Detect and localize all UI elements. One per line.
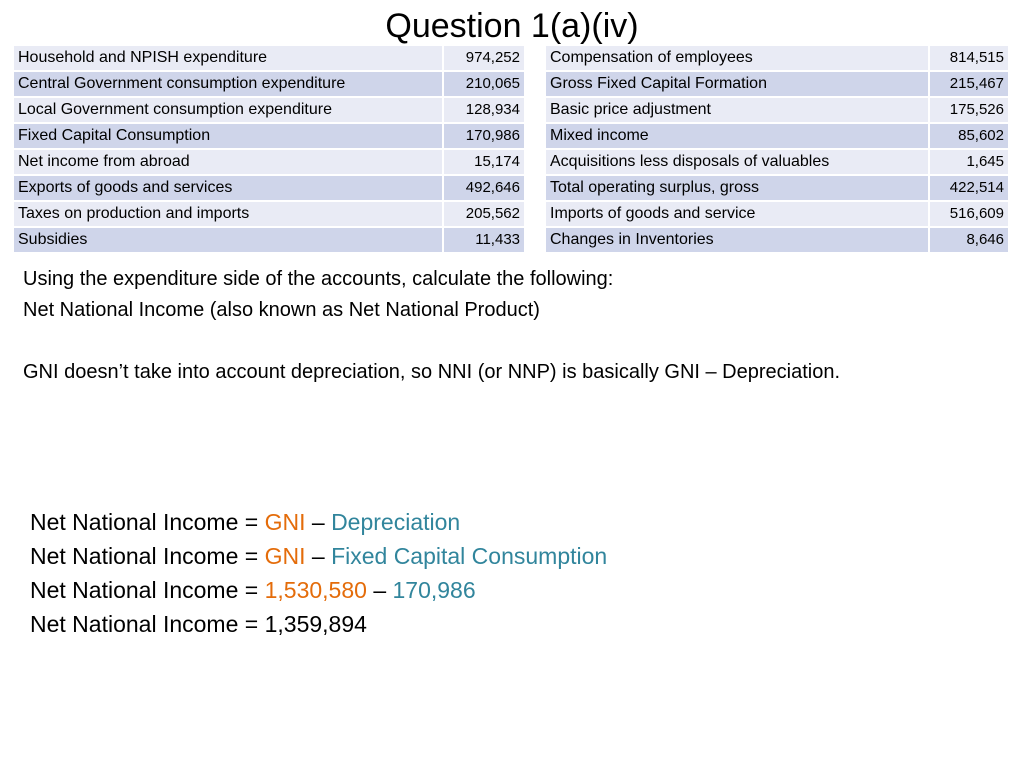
table-row xyxy=(13,71,1009,97)
row-label-left: Taxes on production and imports xyxy=(13,201,443,227)
column-gap xyxy=(525,97,545,123)
row-value-left: 492,646 xyxy=(443,175,525,201)
column-gap xyxy=(525,123,545,149)
table-row xyxy=(13,45,1009,71)
table-row xyxy=(13,227,1009,253)
column-gap xyxy=(525,201,545,227)
row-value-right: 8,646 xyxy=(929,227,1009,253)
formula-term-gni: GNI xyxy=(264,543,306,569)
formula-line-2 xyxy=(30,539,1010,573)
row-value-right: 1,645 xyxy=(929,149,1009,175)
formula-value-fcc: 170,986 xyxy=(392,577,476,603)
instruction-line-1: Using the expenditure side of the accounts, calculate the following: xyxy=(23,268,614,290)
row-value-left: 128,934 xyxy=(443,97,525,123)
formula-lhs: Net National Income = xyxy=(30,543,259,569)
row-value-right: 516,609 xyxy=(929,201,1009,227)
instruction-line-2: Net National Income (also known as Net National Product) xyxy=(23,299,540,321)
formula-line-1 xyxy=(30,505,1010,539)
row-label-left: Exports of goods and services xyxy=(13,175,443,201)
row-value-left: 15,174 xyxy=(443,149,525,175)
instructions xyxy=(23,264,1013,388)
row-label-right: Mixed income xyxy=(545,123,929,149)
column-gap xyxy=(525,45,545,71)
column-gap xyxy=(525,175,545,201)
column-gap xyxy=(525,149,545,175)
formula-value-gni: 1,530,580 xyxy=(264,577,367,603)
row-label-left: Subsidies xyxy=(13,227,443,253)
row-value-right: 814,515 xyxy=(929,45,1009,71)
instruction-line-3: GNI doesn’t take into account depreciation, so NNI (or NNP) is basically GNI – Depreciation. xyxy=(23,361,841,383)
formula-result: 1,359,894 xyxy=(264,611,367,637)
row-label-right: Compensation of employees xyxy=(545,45,929,71)
row-value-right: 422,514 xyxy=(929,175,1009,201)
formula-minus: – xyxy=(311,543,325,569)
table-row xyxy=(13,149,1009,175)
row-label-left: Net income from abroad xyxy=(13,149,443,175)
row-value-left: 170,986 xyxy=(443,123,525,149)
row-label-left: Fixed Capital Consumption xyxy=(13,123,443,149)
row-value-right: 215,467 xyxy=(929,71,1009,97)
formula-line-4 xyxy=(30,607,1010,641)
row-value-left: 11,433 xyxy=(443,227,525,253)
formula-term-gni: GNI xyxy=(264,509,306,535)
table-row xyxy=(13,175,1009,201)
table-row xyxy=(13,97,1009,123)
formula-block xyxy=(30,505,1010,641)
column-gap xyxy=(525,71,545,97)
row-label-left: Central Government consumption expenditure xyxy=(13,71,443,97)
formula-lhs: Net National Income = xyxy=(30,611,259,637)
row-label-right: Acquisitions less disposals of valuables xyxy=(545,149,929,175)
table-row xyxy=(13,123,1009,149)
row-label-right: Basic price adjustment xyxy=(545,97,929,123)
formula-minus: – xyxy=(373,577,387,603)
spacer xyxy=(23,326,1013,357)
row-label-left: Household and NPISH expenditure xyxy=(13,45,443,71)
row-label-left: Local Government consumption expenditure xyxy=(13,97,443,123)
formula-minus: – xyxy=(311,509,325,535)
row-value-left: 205,562 xyxy=(443,201,525,227)
formula-lhs: Net National Income = xyxy=(30,577,259,603)
row-label-right: Changes in Inventories xyxy=(545,227,929,253)
national-accounts-table xyxy=(12,44,1010,254)
row-label-right: Total operating surplus, gross xyxy=(545,175,929,201)
row-value-left: 210,065 xyxy=(443,71,525,97)
row-value-right: 85,602 xyxy=(929,123,1009,149)
formula-lhs: Net National Income = xyxy=(30,509,259,535)
row-label-right: Imports of goods and service xyxy=(545,201,929,227)
column-gap xyxy=(525,227,545,253)
table-row xyxy=(13,201,1009,227)
row-value-right: 175,526 xyxy=(929,97,1009,123)
formula-line-3 xyxy=(30,573,1010,607)
formula-term-fcc: Fixed Capital Consumption xyxy=(331,543,608,569)
slide-title: Question 1(a)(iv) xyxy=(385,7,639,45)
row-value-left: 974,252 xyxy=(443,45,525,71)
row-label-right: Gross Fixed Capital Formation xyxy=(545,71,929,97)
formula-term-depreciation: Depreciation xyxy=(331,509,461,535)
